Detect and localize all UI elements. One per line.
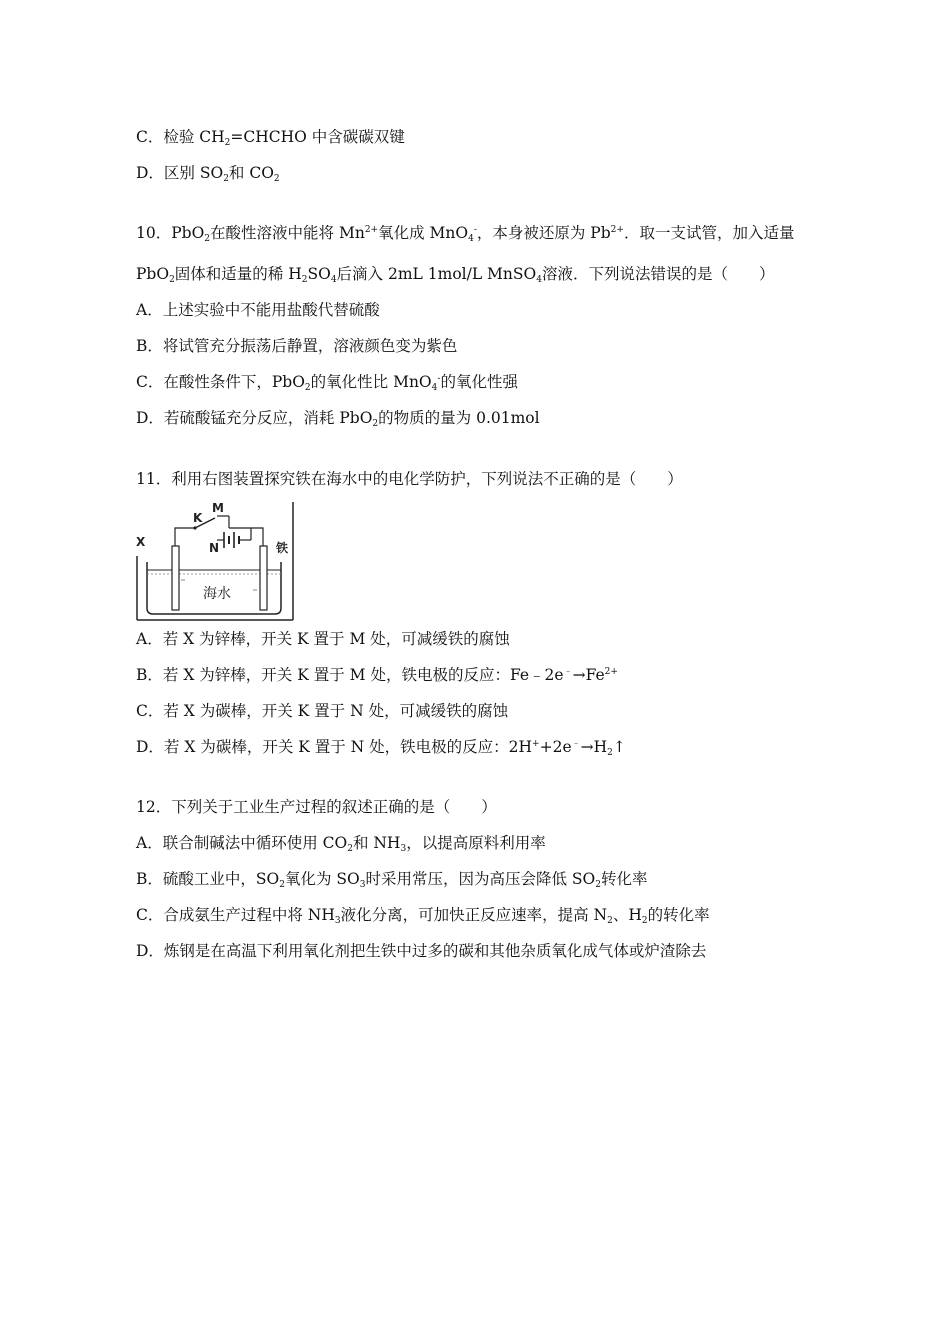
q10-l2-sub3: 4 — [330, 275, 337, 285]
q10-l1-d: ，本身被还原为 Pb — [476, 224, 611, 242]
q10-c-sub2: 4 — [431, 383, 438, 393]
q10-l2-sub4: 4 — [536, 275, 542, 285]
q11-b-a: B．若 X 为锌棒，开关 K 置于 M 处，铁电极的反应：Fe﹣2e — [136, 666, 564, 684]
q9-option-c-text-a: C．检验 CH — [136, 128, 225, 146]
q11-stem: 11．利用右图装置探究铁在海水中的电化学防护，下列说法不正确的是（ ） — [136, 470, 683, 488]
diagram-label-k: K — [193, 511, 203, 525]
q11-option-b — [136, 665, 618, 685]
q10-option-d — [136, 408, 540, 428]
q10-l1-sub1: 2 — [204, 234, 211, 244]
q11-b-b: →Fe — [572, 666, 605, 684]
q11-option-a: A．若 X 为锌棒，开关 K 置于 M 处，可减缓铁的腐蚀 — [136, 630, 510, 648]
q12-c-sub1: 3 — [334, 916, 341, 926]
electrochemistry-apparatus-diagram — [133, 500, 297, 622]
q12-c-a: C．合成氨生产过程中将 NH — [136, 906, 335, 924]
q12-b-a: B．硫酸工业中，SO — [136, 870, 280, 888]
q12-c-sub2: 2 — [607, 916, 613, 926]
q10-l1-sup3: 2+ — [610, 225, 624, 235]
q11-b-sup1: ﹣ — [563, 667, 573, 677]
q10-option-c — [136, 372, 518, 392]
q9-option-d-text-b: 和 CO — [228, 164, 274, 182]
diagram-label-m: M — [212, 501, 224, 515]
q9-option-d-sub1: 2 — [223, 174, 229, 184]
q12-option-a — [136, 833, 546, 853]
q12-option-c — [136, 905, 710, 925]
q10-d-a: D．若硫酸锰充分反应，消耗 PbO — [136, 409, 373, 427]
q12-option-b — [136, 869, 647, 889]
q11-d-sup2: ﹣ — [571, 739, 581, 749]
q11-d-a: D．若 X 为碳棒，开关 K 置于 N 处，铁电极的反应：2H — [136, 738, 533, 756]
q10-stem-line2 — [136, 264, 774, 284]
q12-a-b: 和 NH — [352, 834, 401, 852]
q10-l1-sub2: 4 — [468, 234, 474, 244]
diagram-label-seawater: 海水 — [203, 586, 231, 602]
q11-d-sup1: + — [532, 739, 540, 749]
q9-option-d — [136, 163, 280, 183]
q10-l2-c: SO — [307, 265, 331, 283]
diagram-label-x: X — [136, 535, 146, 549]
q9-option-d-sub2: 2 — [273, 174, 280, 184]
q11-option-d — [136, 737, 626, 757]
q11-d-b: +2e — [539, 738, 572, 756]
q11-d-sub1: 2 — [607, 748, 613, 758]
q10-c-sup1: - — [437, 374, 441, 384]
q12-c-d: 的转化率 — [647, 906, 710, 924]
q10-c-sub1: 2 — [304, 383, 311, 393]
q12-a-sub1: 2 — [347, 844, 353, 854]
q10-l2-a: PbO — [136, 265, 170, 283]
q10-l1-b: 在酸性溶液中能将 Mn — [210, 224, 365, 242]
q12-b-d: 转化率 — [600, 870, 648, 888]
diagram-label-n: N — [209, 541, 220, 555]
q12-c-c: 、H — [612, 906, 642, 924]
q11-option-c: C．若 X 为碳棒，开关 K 置于 N 处，可减缓铁的腐蚀 — [136, 702, 509, 720]
q12-b-sub3: 2 — [595, 880, 601, 890]
q10-l1-a: 10．PbO — [136, 224, 205, 242]
q12-c-sub3: 2 — [641, 916, 648, 926]
q10-l2-sub1: 2 — [169, 275, 175, 285]
q10-d-b: 的物质的量为 0.01mol — [378, 409, 540, 427]
q9-option-c-text-b: =CHCHO 中含碳碳双键 — [230, 128, 405, 146]
q10-l1-sup1: 2+ — [364, 225, 379, 235]
q10-c-b: 的氧化性比 MnO — [310, 373, 432, 391]
q9-option-d-text-a: D．区别 SO — [136, 164, 224, 182]
q12-a-sub2: 3 — [400, 844, 407, 854]
q10-l1-e: ．取一支试管，加入适量 — [623, 224, 795, 242]
q12-stem: 12．下列关于工业生产过程的叙述正确的是（ ） — [136, 798, 497, 816]
q11-d-c: →H — [580, 738, 608, 756]
q12-option-d: D．炼钢是在高温下利用氧化剂把生铁中过多的碳和其他杂质氧化成气体或炉渣除去 — [136, 942, 707, 960]
q10-option-a: A．上述实验中不能用盐酸代替硫酸 — [136, 301, 380, 319]
q10-stem-line1 — [136, 223, 794, 243]
q10-c-c: 的氧化性强 — [440, 373, 518, 391]
q12-c-b: 液化分离，可加快正反应速率，提高 N — [340, 906, 608, 924]
q10-l2-e: 溶液．下列说法错误的是（ ） — [541, 265, 775, 283]
q12-a-c: ，以提高原料利用率 — [406, 834, 546, 852]
q10-option-b: B．将试管充分振荡后静置，溶液颜色变为紫色 — [136, 337, 458, 355]
q10-l2-b: 固体和适量的稀 H — [174, 265, 302, 283]
q12-b-c: 时采用常压，因为高压会降低 SO — [365, 870, 596, 888]
q10-l1-sup2: - — [473, 225, 477, 235]
q11-d-d: ↑ — [612, 738, 626, 756]
q10-c-a: C．在酸性条件下，PbO — [136, 373, 305, 391]
q10-l1-c: 氧化成 MnO — [378, 224, 469, 242]
q12-b-sub2: 3 — [359, 880, 366, 890]
q11-b-sup2: 2+ — [604, 667, 618, 677]
q10-l2-d: 后滴入 2mL 1mol/L MnSO — [336, 265, 537, 283]
diagram-label-iron: 铁 — [276, 541, 289, 555]
q12-a-a: A．联合制碱法中循环使用 CO — [136, 834, 348, 852]
q9-option-c-sub1: 2 — [224, 138, 231, 148]
q9-option-c — [136, 127, 405, 147]
q10-d-sub1: 2 — [372, 419, 379, 429]
q12-b-b: 氧化为 SO — [284, 870, 360, 888]
q12-b-sub1: 2 — [279, 880, 285, 890]
q10-l2-sub2: 2 — [301, 275, 308, 285]
